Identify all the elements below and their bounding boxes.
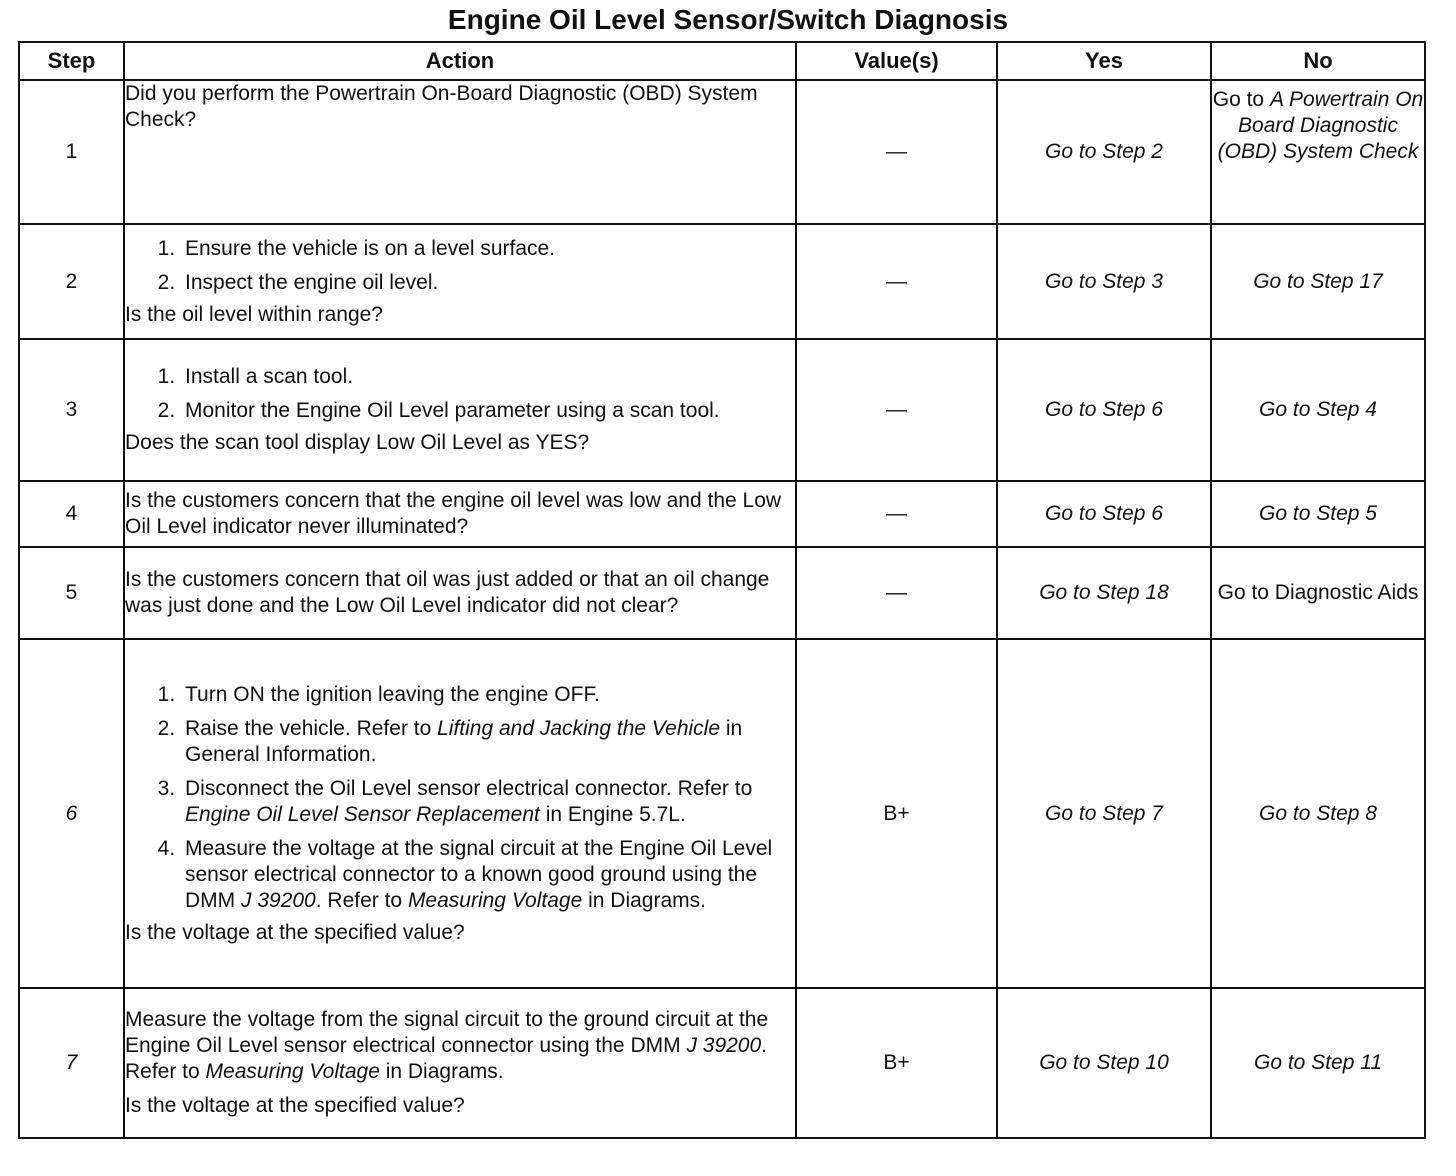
item-text: . Refer to (315, 888, 408, 912)
action-question: Is the voltage at the specified value? (125, 1094, 465, 1117)
yes-link[interactable]: Go to Step 10 (997, 988, 1211, 1138)
value-cell: — (796, 547, 997, 639)
header-no: No (1211, 42, 1425, 80)
item-text: in Diagrams. (379, 1060, 504, 1083)
item-text: Raise the vehicle. Refer to (185, 716, 438, 740)
no-reference: A Powertrain On Board Diagnostic (OBD) System Check (1217, 88, 1424, 163)
action-item: 2. Inspect the engine oil level. (181, 270, 795, 296)
item-text: in General Information. (185, 716, 743, 766)
action-cell (124, 80, 796, 224)
yes-link[interactable]: Go to Step 2 (997, 80, 1211, 224)
item-text: Measure the voltage at the signal circuit at the Engine Oil Level sensor electrical connector to a known good ground using the DMM (185, 836, 773, 912)
action-cell (124, 639, 796, 988)
item-text: Disconnect the Oil Level sensor electrical connector. Refer to (185, 776, 753, 800)
action-item (181, 836, 795, 914)
action-text (125, 1007, 795, 1085)
yes-link[interactable]: Go to Step 7 (997, 639, 1211, 988)
step-number: 1 (19, 80, 124, 224)
action-item: 1. Ensure the vehicle is on a level surface. (181, 236, 795, 262)
action-question: Is the oil level within range? (125, 302, 383, 326)
table-row (19, 481, 1425, 547)
table-row (19, 639, 1425, 988)
yes-link[interactable]: Go to Step 18 (997, 547, 1211, 639)
action-cell (124, 481, 796, 547)
manual-reference: Lifting and Jacking the Vehicle (437, 716, 721, 740)
action-text: Is the customers concern that the engine oil level was low and the Low Oil Level indicator never illuminated? (125, 489, 782, 538)
table-row (19, 80, 1425, 224)
no-link[interactable]: Go to Diagnostic Aids (1211, 547, 1425, 639)
action-cell (124, 224, 796, 339)
value-cell: B+ (796, 988, 997, 1138)
yes-link[interactable]: Go to Step 6 (997, 481, 1211, 547)
header-step: Step (19, 42, 124, 80)
page-title: Engine Oil Level Sensor/Switch Diagnosis (447, 4, 1009, 35)
header-action: Action (124, 42, 796, 80)
header-yes: Yes (997, 42, 1211, 80)
no-link[interactable] (1211, 80, 1425, 224)
action-cell (124, 988, 796, 1138)
step-number: 7 (19, 988, 124, 1138)
no-link[interactable]: Go to Step 5 (1211, 481, 1425, 547)
item-text: . Refer to (125, 1034, 768, 1083)
manual-reference: Engine Oil Level Sensor Replacement (185, 802, 540, 826)
manual-reference: Measuring Voltage (407, 888, 583, 912)
diagnosis-table (18, 41, 1426, 1139)
tool-reference: J 39200 (241, 888, 316, 912)
step-number: 5 (19, 547, 124, 639)
step-number: 6 (19, 639, 124, 988)
value-cell: — (796, 339, 997, 481)
table-row (19, 547, 1425, 639)
value-cell: — (796, 481, 997, 547)
item-text: Measure the voltage from the signal circuit to the ground circuit at the Engine Oil Level sensor electrical connector using the DMM (125, 1008, 769, 1057)
yes-link[interactable]: Go to Step 3 (997, 224, 1211, 339)
value-cell: B+ (796, 639, 997, 988)
action-item: 2. Monitor the Engine Oil Level parameter using a scan tool. (181, 398, 795, 424)
action-list (125, 236, 795, 296)
yes-link[interactable]: Go to Step 6 (997, 339, 1211, 481)
header-row (19, 42, 1425, 80)
table-row (19, 988, 1425, 1138)
step-number: 3 (19, 339, 124, 481)
no-link[interactable]: Go to Step 17 (1211, 224, 1425, 339)
no-link[interactable]: Go to Step 4 (1211, 339, 1425, 481)
value-cell: — (796, 224, 997, 339)
no-prefix: Go to (1212, 88, 1270, 111)
step-number: 2 (19, 224, 124, 339)
action-item (181, 716, 795, 768)
item-text: in Engine 5.7L. (539, 802, 686, 826)
action-list (125, 682, 795, 914)
no-link[interactable]: Go to Step 8 (1211, 639, 1425, 988)
action-list (125, 364, 795, 424)
action-cell (124, 547, 796, 639)
action-item (181, 776, 795, 828)
action-item: 1. Turn ON the ignition leaving the engine OFF. (181, 682, 795, 708)
value-cell: — (796, 80, 997, 224)
table-row (19, 224, 1425, 339)
action-question: Does the scan tool display Low Oil Level as YES? (125, 431, 590, 454)
header-values: Value(s) (796, 42, 997, 80)
action-cell (124, 339, 796, 481)
action-text: Did you perform the Powertrain On-Board Diagnostic (OBD) System Check? (125, 82, 758, 131)
action-question: Is the voltage at the specified value? (125, 920, 465, 944)
item-text: in Diagrams. (582, 888, 706, 912)
no-link[interactable]: Go to Step 11 (1211, 988, 1425, 1138)
step-number: 4 (19, 481, 124, 547)
table-row (19, 339, 1425, 481)
manual-reference: Measuring Voltage (205, 1060, 380, 1083)
action-text: Is the customers concern that oil was just added or that an oil change was just done and the Low Oil Level indicator did not clear? (125, 568, 770, 617)
action-item: 1. Install a scan tool. (181, 364, 795, 390)
tool-reference: J 39200 (686, 1034, 762, 1057)
